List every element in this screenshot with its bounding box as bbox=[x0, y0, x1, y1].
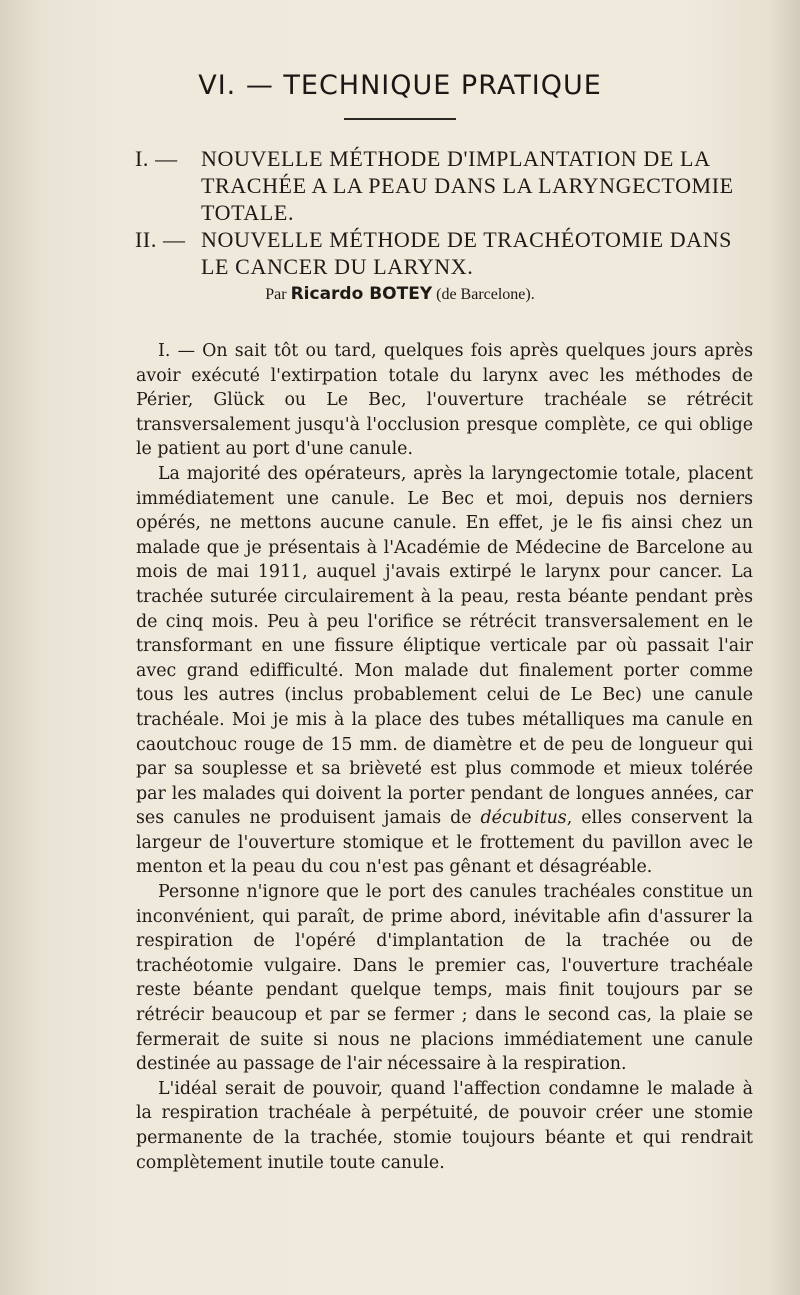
byline bbox=[0, 284, 800, 304]
italic-term: décubitus bbox=[480, 808, 567, 829]
byline-affiliation: (de Barcelone). bbox=[436, 286, 535, 303]
title-item-2 bbox=[135, 226, 757, 280]
title-text: NOUVELLE MÉTHODE D'IMPLANTATION DE LA TRACHÉE A LA PEAU DANS LA LARYNGECTOMIE TOTALE. bbox=[201, 146, 734, 225]
chapter-heading: VI. — TECHNIQUE PRATIQUE bbox=[198, 70, 602, 101]
paragraph-2-rest: , elles conservent la largeur de l'ouverture stomique et le frottement du pavillon avec le menton et la peau du cou n'est pas gênant et désagréable. bbox=[136, 808, 754, 878]
paragraph-1: I. — On sait tôt ou tard, quelques fois après quelques jours après avoir exécuté l'extirpation totale du larynx avec les méthodes de Périer, Glück ou Le Bec, l'ouverture trachéale se rétrécit transversalement jusqu'à l'occlusion presque complète, ce qui oblige le patient au port d'une canule. bbox=[136, 341, 753, 460]
article-titles bbox=[135, 145, 757, 280]
article-body bbox=[136, 339, 753, 1175]
paragraph-4: L'idéal serait de pouvoir, quand l'affection condamne le malade à la respiration trachéale à perpétuité, de pouvoir créer une stomie permanente de la trachée, stomie toujours béante et qui rendrait complètement inutile toute canule. bbox=[136, 1078, 753, 1173]
title-number: II. — bbox=[135, 227, 186, 252]
title-number: I. — bbox=[135, 146, 178, 171]
heading-rule bbox=[344, 118, 456, 120]
paragraph-2 bbox=[136, 462, 753, 880]
title-text: NOUVELLE MÉTHODE DE TRACHÉOTOMIE DANS LE CANCER DU LARYNX. bbox=[201, 227, 733, 279]
byline-prefix: Par bbox=[265, 286, 287, 303]
paragraph-3: Personne n'ignore que le port des canules trachéales constitue un inconvénient, qui paraît, de prime abord, inévitable afin d'assurer la respiration de l'opéré d'implantation de la trachée ou de trachéotomie vulgaire. Dans le premier cas, l'ouverture trachéale reste béante pendant quelque temps, mais finit toujours par se rétrécir beaucoup et par se fermer ; dans le second cas, la plaie se fermerait de suite si nous ne placions immédiatement une canule destinée au passage de l'air nécessaire à la respiration. bbox=[136, 882, 753, 1075]
paragraph-2-text: La majorité des opérateurs, après la laryngectomie totale, placent immédiatement une canule. Le Bec et moi, depuis nos derniers opérés, ne mettons aucune canule. En effet, je le fis ainsi chez un malade que je présentais à l'Académie de Médecine de Barcelone au mois de mai 1911, auquel j'avais extirpé le larynx pour cancer. La trachée suturée circulairement à la peau, resta béante pendant près de cinq mois. Peu à peu l'orifice se rétrécit transversalement en le transformant en une fissure éliptique verticale par où passait l'air avec grand edifficulté. Mon malade dut finalement porter comme tous les autres (inclus probablement celui de Le Bec) une canule trachéale. Moi je mis à la place des tubes métalliques ma canule en caoutchouc rouge de 15 mm. de diamètre et de peu de longueur qui par sa souplesse et sa brièveté est plus commode et mieux tolérée par les malades qui doivent la porter pendant de longues années, car ses canules ne produisent jamais de bbox=[136, 463, 753, 829]
title-item-1 bbox=[135, 145, 757, 226]
author-name: Ricardo BOTEY bbox=[290, 284, 433, 304]
